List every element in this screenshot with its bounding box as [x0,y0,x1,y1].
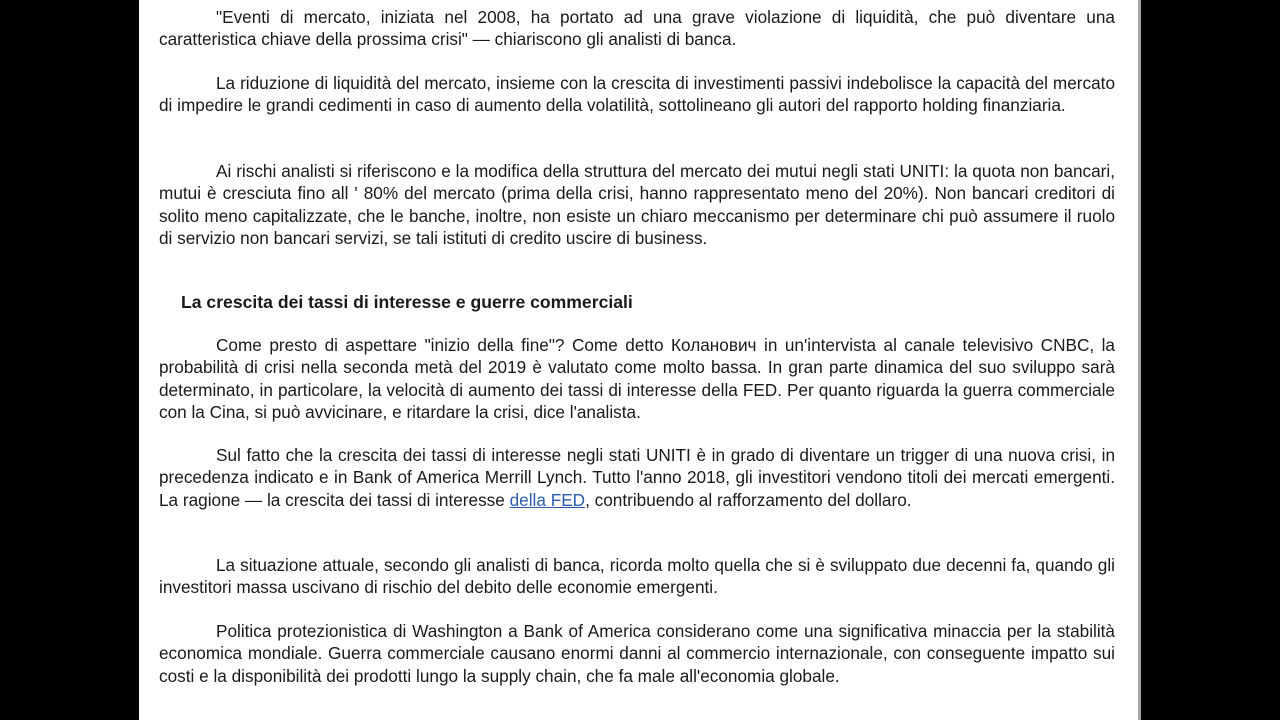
paragraph: "Eventi di mercato, iniziata nel 2008, ha portato ad una grave violazione di liquidità, che può diventare una caratteristica chiave della prossima crisi" — chiariscono gli analisti di banca. [159,7,1115,50]
paragraph: La situazione attuale, secondo gli analisti di banca, ricorda molto quella che si è sviluppato due decenni fa, quando gli investitori massa uscivano di rischio del debito delle economie emergenti. [159,555,1115,598]
paragraph-text: Sul fatto che la crescita dei tassi di interesse negli stati UNITI è in grado di diventare un trigger di una nuova crisi, in precedenza indicato e in Bank of America Merrill Lynch. Tutto l'anno 2018, gli investitori vendono titoli dei mercati emergenti. La ragione — la crescita dei tassi di interesse [159,445,1115,510]
paragraph-text: , contribuendo al rafforzamento del dollaro. [585,489,912,510]
page-edge [1138,0,1141,720]
document-page [139,0,1141,720]
paragraph: Politica protezionistica di Washington a Bank of America considerano come una significativa minaccia per la stabilità economica mondiale. Guerra commerciale causano enormi danni al commercio internazionale, con conseguente impatto sui costi e la disponibilità dei prodotti lungo la supply chain, che fa male all'economia globale. [159,621,1115,686]
paragraph: Come presto di aspettare "inizio della fine"? Come detto Коланович in un'intervista al canale televisivo CNBC, la probabilità di crisi nella seconda metà del 2019 è valutato come molto bassa. In gran parte dinamica del suo sviluppo sarà determinato, in particolare, la velocità di aumento dei tassi di interesse della FED. Per quanto riguarda la guerra commerciale con la Cina, si può avvicinare, e ritardare la crisi, dice l'analista. [159,335,1115,422]
section-heading: La crescita dei tassi di interesse e guerre commerciali [181,292,633,312]
paragraph [159,444,1115,511]
paragraph: La riduzione di liquidità del mercato, insieme con la crescita di investimenti passivi indebolisce la capacità del mercato di impedire le grandi cedimenti in caso di aumento della volatilità, sottolineano gli autori del rapporto holding finanziaria. [159,73,1115,116]
paragraph: Ai rischi analisti si riferiscono e la modifica della struttura del mercato dei mutui negli stati UNITI: la quota non bancari, mutui è cresciuta fino all ' 80% del mercato (prima della crisi, hanno rappresentato meno del 20%). Non bancari creditori di solito meno capitalizzate, che le banche, inoltre, non esiste un chiaro meccanismo per determinare chi può assumere il ruolo di servizio non bancari servizi, se tali istituti di credito uscire di business. [159,161,1115,248]
fed-link[interactable]: della FED [509,489,586,510]
